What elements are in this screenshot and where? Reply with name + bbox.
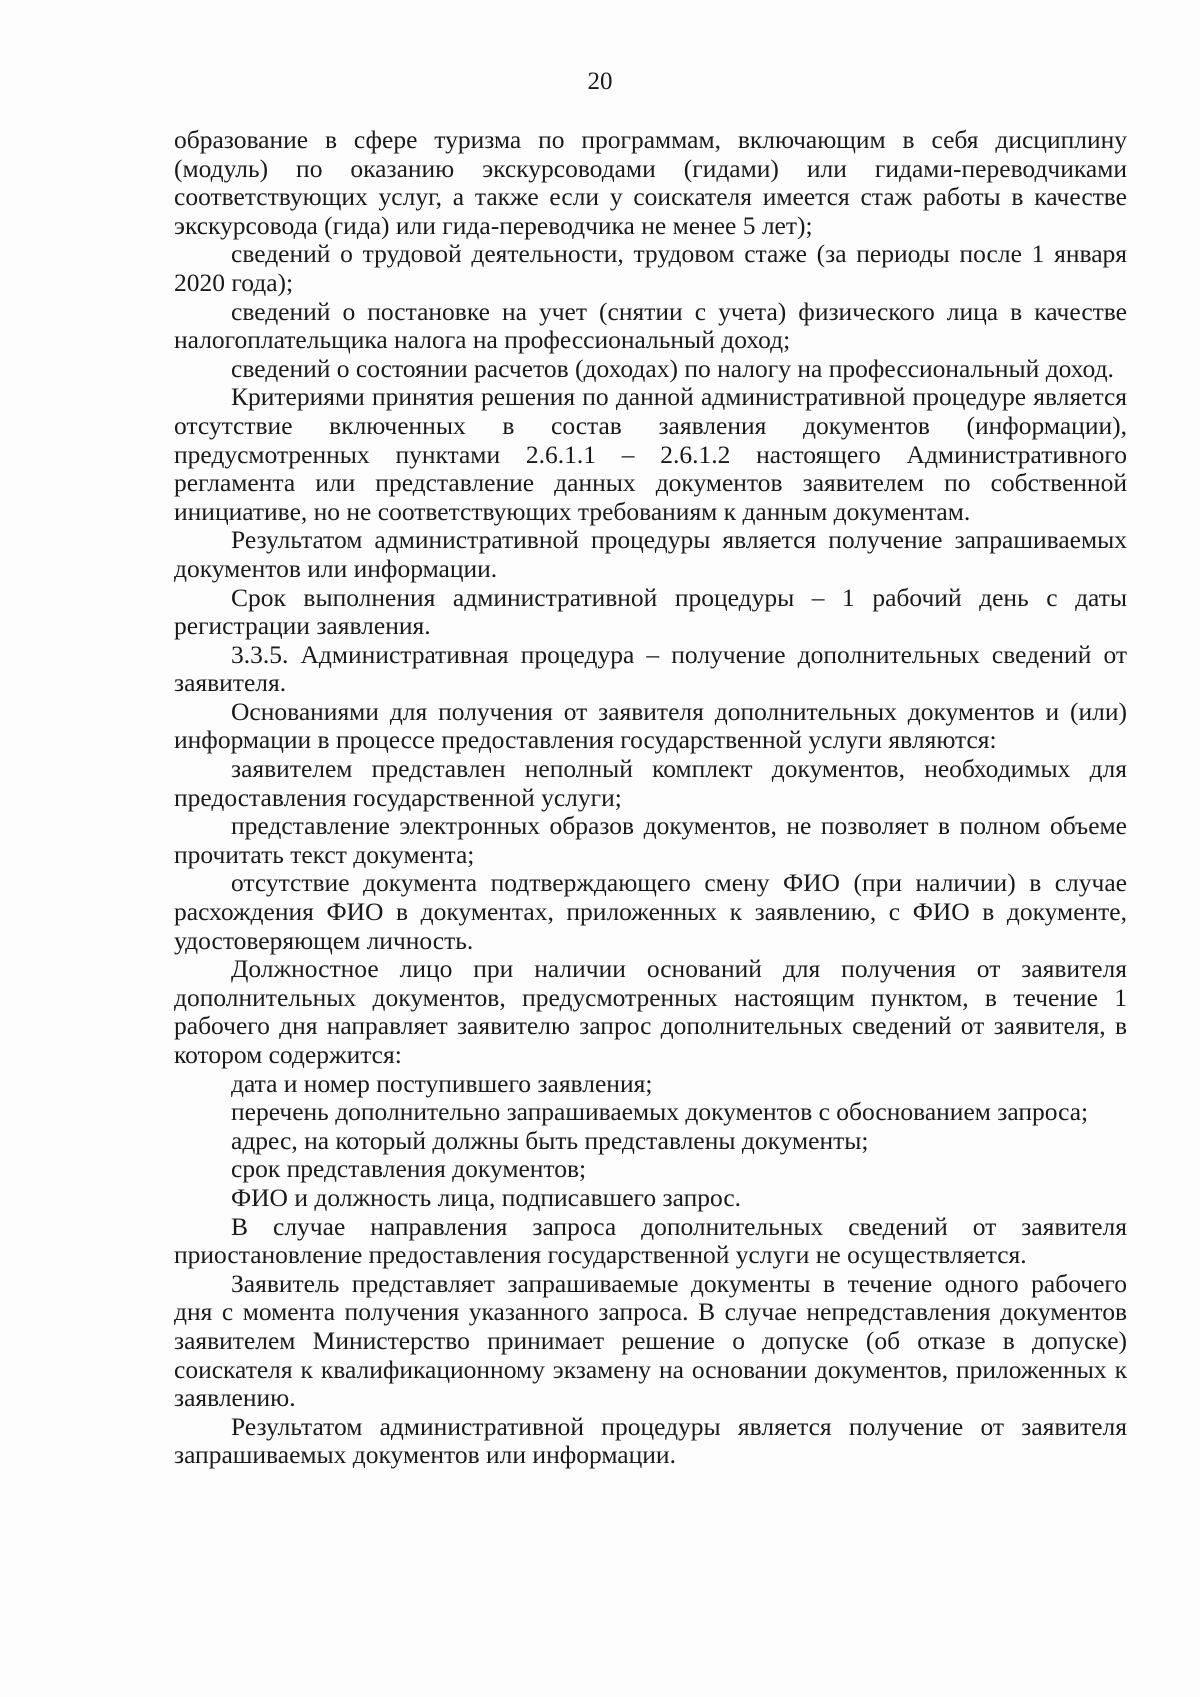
paragraph: Результатом административной процедуры является получение запрашиваемых документов или информации. [174, 525, 1127, 583]
paragraph: В случае направления запроса дополнительных сведений от заявителя приостановление предоставления государственной услуги не осуществляется. [174, 1211, 1127, 1270]
paragraph: Должностное лицо при наличии оснований для получения от заявителя дополнительных документов, предусмотренных настоящим пунктом, в течение 1 рабочего дня направляет заявителю запрос дополнительных сведений от заявителя, в котором содержится: [174, 954, 1127, 1069]
list-item: дата и номер поступившего заявления; [231, 1068, 653, 1098]
list-item: перечень дополнительно запрашиваемых документов с обоснованием запроса; [231, 1097, 1089, 1127]
paragraph: образование в сфере туризма по программам, включающим в себя дисциплину (модуль) по оказанию экскурсоводами (гидами) или гидами-переводчиками соответствующих услуг, а также если у соискателя имеется стаж работы в качестве экскурсовода (гида) или гида-переводчика не менее 5 лет); [174, 125, 1127, 240]
section-heading-paragraph: 3.3.5. Административная процедура – получение дополнительных сведений от заявителя. [174, 639, 1127, 698]
paragraph: сведений о состоянии расчетов (доходах) по налогу на профессиональный доход. [231, 353, 1114, 383]
paragraph: Критериями принятия решения по данной административной процедуре является отсутствие включенных в состав заявления документов (информации), предусмотренных пунктами 2.6.1.1 – 2.6.1.2 настоящего Административного регламента или представление данных документов заявителем по собственной инициативе, но не соответствующих требованиям к данным документам. [174, 382, 1127, 526]
paragraph: отсутствие документа подтверждающего смену ФИО (при наличии) в случае расхождения ФИО в документах, приложенных к заявлению, с ФИО в документе, удостоверяющем личность. [174, 868, 1127, 955]
paragraph: Результатом административной процедуры является получение от заявителя запрашиваемых документов или информации. [174, 1411, 1127, 1470]
paragraph: Основаниями для получения от заявителя дополнительных документов и (или) информации в процессе предоставления государственной услуги являются: [174, 696, 1127, 755]
paragraph: представление электронных образов документов, не позволяет в полном объеме прочитать текст документа; [174, 811, 1127, 869]
paragraph: сведений о постановке на учет (снятии с учета) физического лица в качестве налогоплательщика налога на профессиональный доход; [174, 296, 1127, 355]
paragraph: сведений о трудовой деятельности, трудовом стаже (за периоды после 1 января 2020 года); [174, 239, 1127, 297]
list-item: адрес, на который должны быть представлены документы; [231, 1125, 869, 1155]
page-number: 20 [587, 68, 613, 95]
document-body [174, 126, 1127, 1470]
paragraph: Заявитель представляет запрашиваемые документы в течение одного рабочего дня с момента получения указанного запроса. В случае непредставления документов заявителем Министерство принимает решение о допуске (об отказе в допуске) соискателя к квалификационному экзамену на основании документов, приложенных к заявлению. [174, 1268, 1127, 1413]
list-item: срок представления документов; [231, 1154, 587, 1184]
paragraph: Срок выполнения административной процедуры – 1 рабочий день с даты регистрации заявления. [174, 582, 1127, 641]
list-item: ФИО и должность лица, подписавшего запрос. [231, 1182, 742, 1212]
paragraph: заявителем представлен неполный комплект документов, необходимых для предоставления государственной услуги; [174, 754, 1127, 812]
